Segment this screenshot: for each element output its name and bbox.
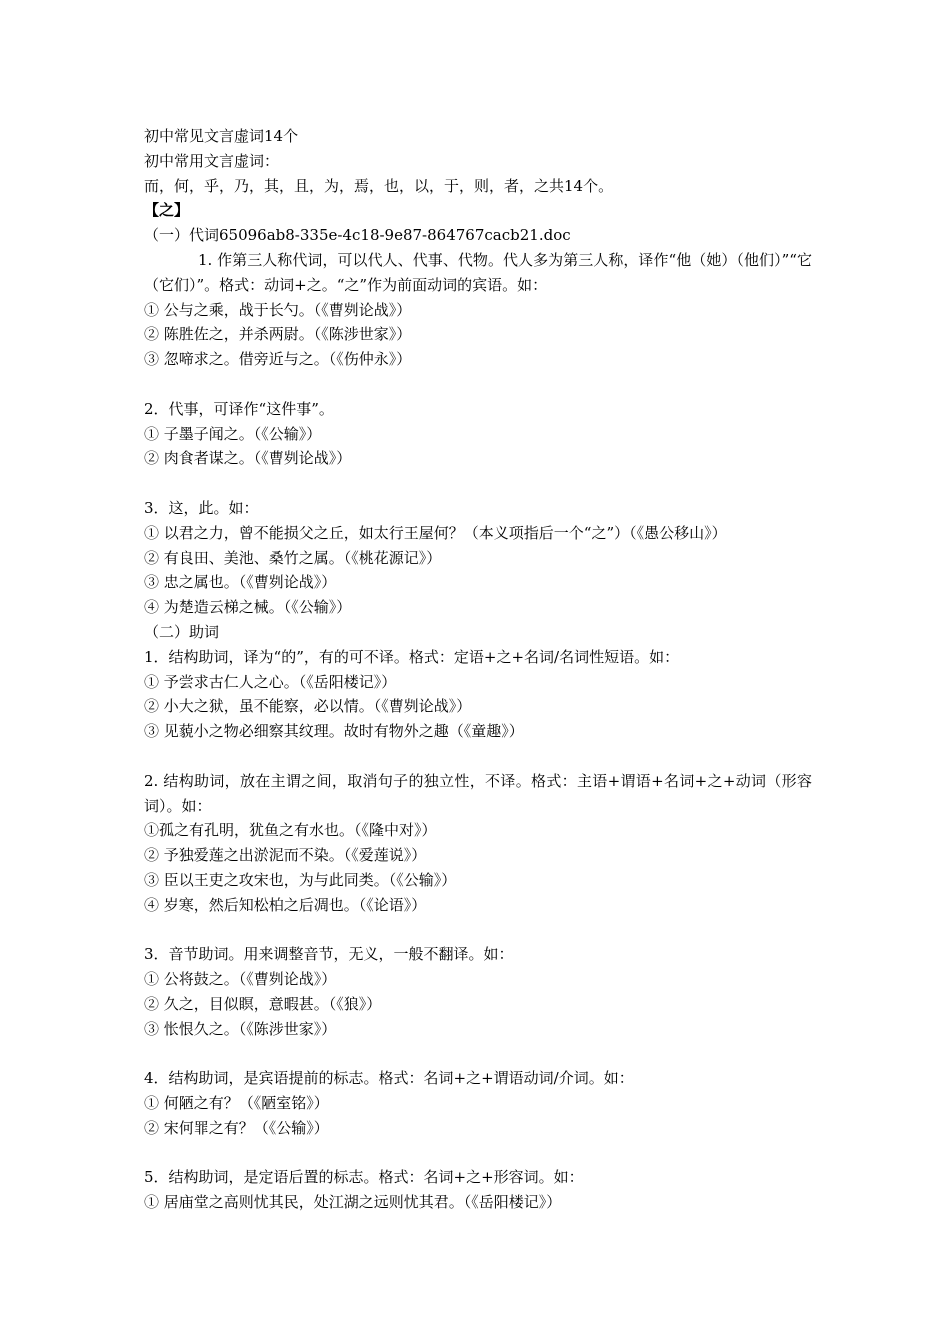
example-line: ④ 为楚造云梯之械。（《公输》） [144,598,352,617]
example-line: ① 予尝求古仁人之心。（《岳阳楼记》） [144,672,397,691]
example-line: ③ 怅恨久之。（《陈涉世家》） [144,1019,337,1038]
blank-line [144,918,812,943]
example-line: ③ 见藐小之物必细察其纹理。故时有物外之趣（《童趣》） [144,722,524,741]
section-2-para-5: 5．结构助词，是定语后置的标志。格式：名词+之+形容词。如： [144,1168,584,1187]
example-line: ④ 岁寒，然后知松柏之后凋也。（《论语》） [144,895,427,914]
section-1-para-1: 1. 作第三人称代词，可以代人、代事、代物。代人多为第三人称，译作“他（她）（他们）”“它（它们）”。格式：动词+之。“之”作为前面动词的宾语。如： [144,250,812,294]
example-line: ① 公将鼓之。（《曹刿论战》） [144,970,337,989]
section-2-para-2: 2. 结构助词，放在主谓之间，取消句子的独立性，不译。格式：主语+谓语+名词+之+动词（形容词）。如： [144,771,812,815]
doc-subtitle: 初中常用文言虚词： [144,151,280,170]
example-line: ①孤之有孔明，犹鱼之有水也。（《隆中对》） [144,821,437,840]
section-1-para-3: 3．这，此。如： [144,498,259,517]
example-line: ② 久之，目似瞑，意暇甚。（《狼》） [144,994,382,1013]
blank-line [144,372,812,397]
example-line: ① 何陋之有？（《陋室铭》） [144,1094,329,1113]
example-line: ② 肉食者谋之。（《曹刿论战》） [144,449,352,468]
example-line: ① 子墨子闻之。（《公输》） [144,424,322,443]
blank-line [144,1141,812,1166]
word-list: 而，何，乎，乃，其，且，为，焉，也，以，于，则，者，之共14个。 [144,176,614,195]
example-line: ② 有良田、美池、桑竹之属。（《桃花源记》） [144,548,442,567]
example-line: ② 小大之狱，虽不能察，必以情。（《曹刿论战》） [144,697,472,716]
section-1-para-2: 2．代事，可译作“这件事”。 [144,399,334,418]
example-line: ③ 臣以王吏之攻宋也，为与此同类。（《公输》） [144,870,457,889]
blank-line [144,1041,812,1066]
example-line: ① 居庙堂之高则忧其民，处江湖之远则忧其君。（《岳阳楼记》） [144,1193,562,1212]
doc-title: 初中常见文言虚词14个 [144,127,299,145]
section-2-para-1: 1．结构助词，译为“的”，有的可不译。格式：定语+之+名词/名词性短语。如： [144,647,680,666]
document-page [144,124,812,1215]
section-2-para-3: 3．音节助词。用来调整音节，无义，一般不翻译。如： [144,945,514,964]
blank-line [144,744,812,769]
heading-zhi: 【之】 [144,201,190,220]
example-line: ① 公与之乘，战于长勺。（《曹刿论战》） [144,300,412,319]
section-2-para-4: 4．结构助词，是宾语提前的标志。格式：名词+之+谓语动词/介词。如： [144,1069,634,1088]
blank-line [144,471,812,496]
example-line: ① 以君之力，曾不能损父之丘，如太行王屋何？（本义项指后一个“之”）（《愚公移山》） [144,523,727,542]
example-line: ③ 忠之属也。（《曹刿论战》） [144,573,337,592]
section-1-heading: （一）代词65096ab8-335e-4c18-9e87-864767cacb21.doc [144,226,571,245]
example-line: ② 宋何罪之有？（《公输》） [144,1118,329,1137]
section-2-heading: （二）助词 [144,622,220,641]
example-line: ② 予独爱莲之出淤泥而不染。（《爱莲说》） [144,846,427,865]
example-line: ③ 忽啼求之。借旁近与之。（《伤仲永》） [144,350,412,369]
example-line: ② 陈胜佐之，并杀两尉。（《陈涉世家》） [144,325,412,344]
